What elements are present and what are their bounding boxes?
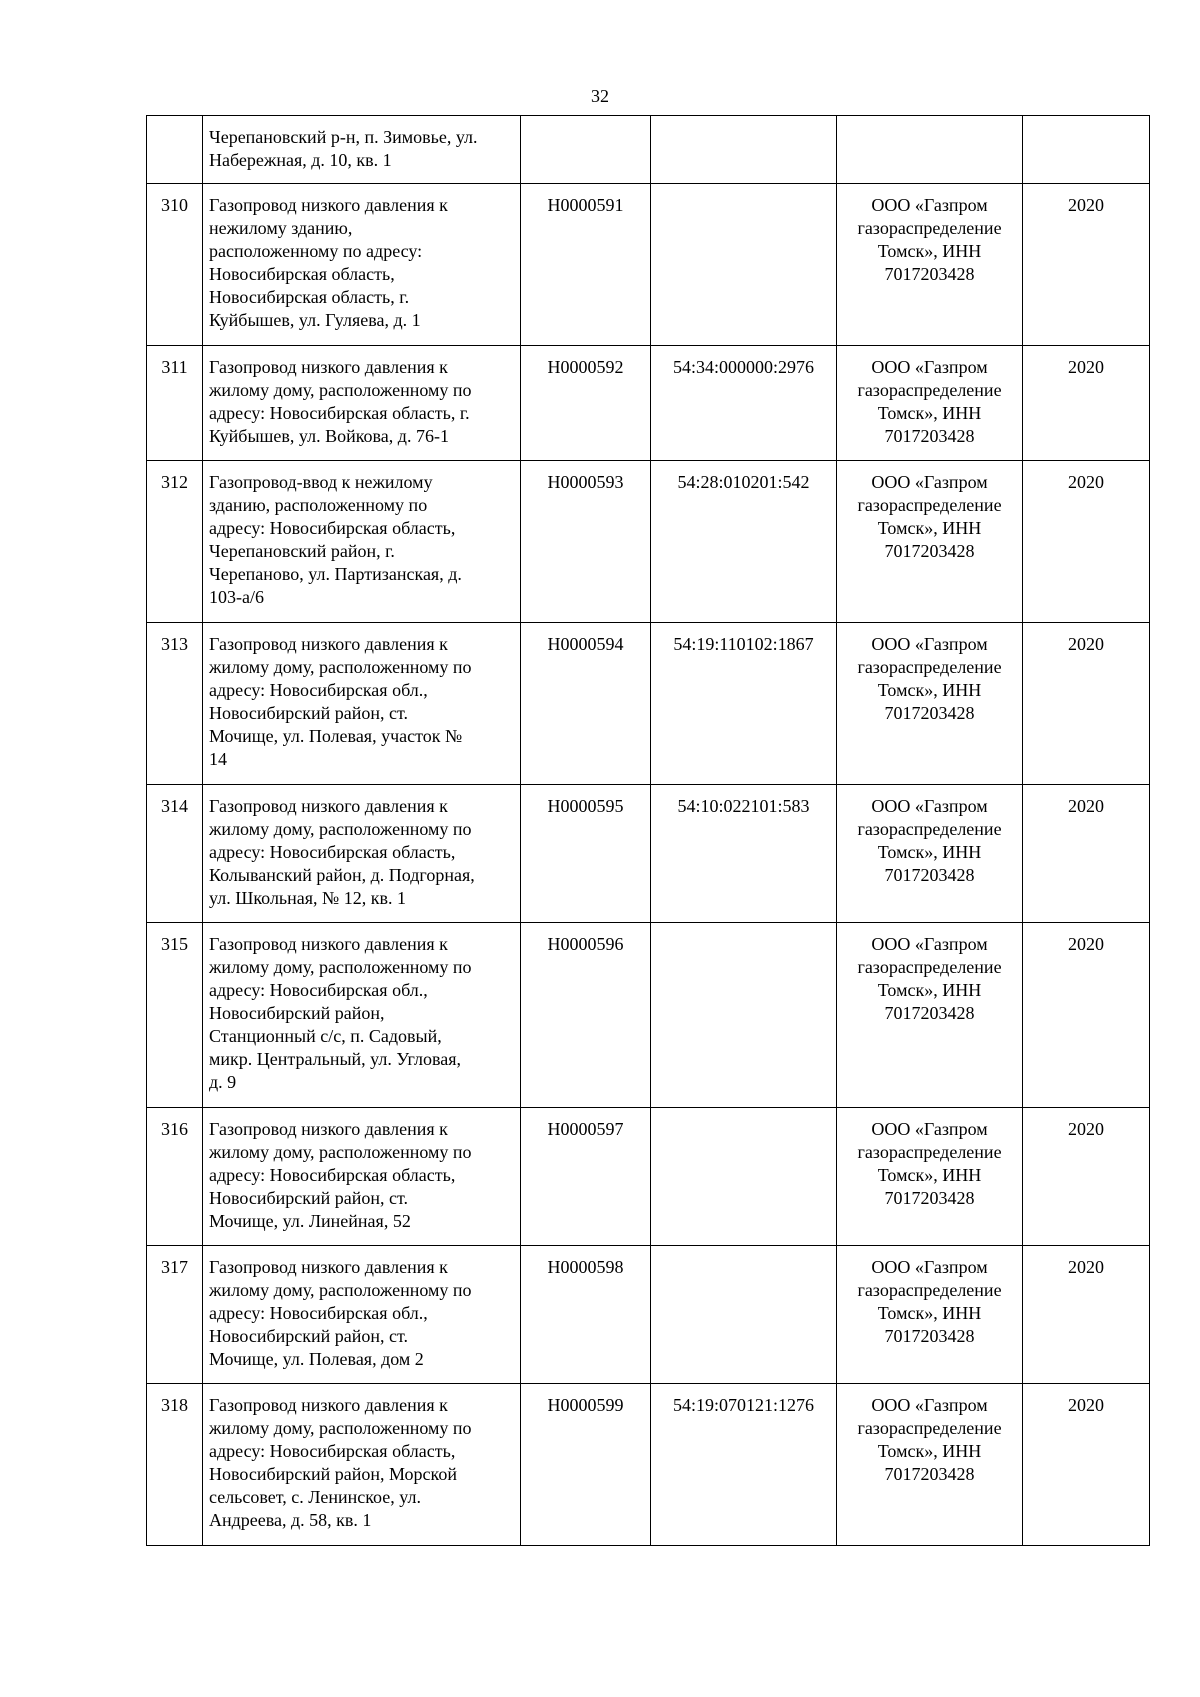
row-number: 315 [161,934,188,954]
table-row [147,785,1150,923]
object-name-cell [203,1108,521,1246]
row-number: 316 [161,1119,188,1139]
inventory-number-cell [521,1384,651,1546]
cadastral-number: 54:34:000000:2976 [672,357,814,377]
object-name-cell [203,346,521,461]
year: 2020 [1068,1395,1104,1415]
row-number: 318 [161,1395,188,1415]
cadastral-number: 54:28:010201:542 [677,472,810,492]
organization: ООО «Газпром газораспределение Томск», ИНН 7017203428 [857,1257,1002,1346]
organization: ООО «Газпром газораспределение Томск», ИНН 7017203428 [857,796,1002,885]
year-cell [1023,1108,1150,1246]
row-number: 310 [161,195,188,215]
object-name-cell [203,623,521,785]
inventory-number-cell [521,785,651,923]
year-cell [1023,1246,1150,1384]
object-name: Газопровод низкого давления к жилому дому, расположенному по адресу: Новосибирская область, Новосибирский район, Морской сельсовет, с. Ленинское, ул. Андреева, д. 58, кв. 1 [209,1395,472,1530]
year-cell [1023,623,1150,785]
year-cell [1023,184,1150,346]
cadastral-number-cell [651,346,837,461]
row-number-cell [147,184,203,346]
year: 2020 [1068,357,1104,377]
object-name: Газопровод-ввод к нежилому зданию, расположенному по адресу: Новосибирская область, Черепановский район, г. Черепаново, ул. Партизанская, д. 103-а/6 [209,472,462,607]
inventory-number-cell [521,1246,651,1384]
object-name-cell [203,184,521,346]
object-name: Газопровод низкого давления к нежилому зданию, расположенному по адресу: Новосибирская область, Новосибирская область, г. Куйбышев, ул. Гуляева, д. 1 [209,195,448,330]
organization-cell [837,1246,1023,1384]
page-number: 32 [591,86,609,106]
row-number-cell [147,1108,203,1246]
organization: ООО «Газпром газораспределение Томск», ИНН 7017203428 [857,357,1002,446]
cadastral-number-cell [651,923,837,1108]
year-cell [1023,461,1150,623]
row-number-cell [147,116,203,184]
organization: ООО «Газпром газораспределение Томск», ИНН 7017203428 [857,1395,1002,1484]
table-row [147,623,1150,785]
inventory-number-cell [521,346,651,461]
object-name-cell [203,1246,521,1384]
organization-cell [837,461,1023,623]
year: 2020 [1068,1119,1104,1139]
table-row [147,1384,1150,1546]
row-number: 314 [161,796,188,816]
inventory-number-cell [521,1108,651,1246]
object-name: Газопровод низкого давления к жилому дому, расположенному по адресу: Новосибирская область, г. Куйбышев, ул. Войкова, д. 76-1 [209,357,472,446]
year-cell [1023,116,1150,184]
row-number: 313 [161,634,188,654]
year-cell [1023,1384,1150,1546]
object-name-cell [203,461,521,623]
table-row [147,346,1150,461]
object-name-cell [203,923,521,1108]
organization: ООО «Газпром газораспределение Томск», ИНН 7017203428 [857,634,1002,723]
inventory-number: Н0000593 [547,472,624,492]
object-name-cell [203,1384,521,1546]
row-number-cell [147,623,203,785]
object-name: Газопровод низкого давления к жилому дому, расположенному по адресу: Новосибирская обл., Новосибирский район, Станционный с/с, п. Садовый, микр. Центральный, ул. Угловая, д. 9 [209,934,472,1092]
inventory-number: Н0000591 [547,195,624,215]
year: 2020 [1068,634,1104,654]
row-number-cell [147,1384,203,1546]
organization-cell [837,785,1023,923]
table-row [147,116,1150,184]
inventory-number: Н0000598 [547,1257,624,1277]
table-row [147,1246,1150,1384]
cadastral-number: 54:10:022101:583 [677,796,810,816]
table-row [147,923,1150,1108]
year: 2020 [1068,472,1104,492]
year: 2020 [1068,934,1104,954]
year: 2020 [1068,195,1104,215]
registry-table [146,115,1150,1546]
object-name: Газопровод низкого давления к жилому дому, расположенному по адресу: Новосибирская область, Колыванский район, д. Подгорная, ул. Школьная, № 12, кв. 1 [209,796,475,908]
organization: ООО «Газпром газораспределение Томск», ИНН 7017203428 [857,472,1002,561]
year-cell [1023,923,1150,1108]
inventory-number: Н0000595 [547,796,624,816]
row-number-cell [147,346,203,461]
table-row [147,1108,1150,1246]
object-name-cell [203,785,521,923]
table-row [147,461,1150,623]
inventory-number: Н0000594 [547,634,624,654]
cadastral-number: 54:19:070121:1276 [672,1395,814,1415]
cadastral-number-cell [651,461,837,623]
organization-cell [837,1384,1023,1546]
object-name: Черепановский р-н, п. Зимовье, ул. Набережная, д. 10, кв. 1 [209,127,478,170]
row-number: 317 [161,1257,188,1277]
year: 2020 [1068,1257,1104,1277]
inventory-number-cell [521,461,651,623]
inventory-number-cell [521,923,651,1108]
table-row [147,184,1150,346]
cadastral-number-cell [651,1246,837,1384]
year: 2020 [1068,796,1104,816]
row-number-cell [147,461,203,623]
cadastral-number-cell [651,785,837,923]
row-number: 311 [161,357,188,377]
row-number-cell [147,1246,203,1384]
organization: ООО «Газпром газораспределение Томск», ИНН 7017203428 [857,934,1002,1023]
organization-cell [837,184,1023,346]
organization-cell [837,346,1023,461]
row-number-cell [147,785,203,923]
cadastral-number-cell [651,184,837,346]
cadastral-number-cell [651,1108,837,1246]
organization-cell [837,923,1023,1108]
year-cell [1023,346,1150,461]
inventory-number: Н0000599 [547,1395,624,1415]
row-number: 312 [161,472,188,492]
inventory-number-cell [521,623,651,785]
organization: ООО «Газпром газораспределение Томск», ИНН 7017203428 [857,195,1002,284]
object-name: Газопровод низкого давления к жилому дому, расположенному по адресу: Новосибирская обл., Новосибирский район, ст. Мочище, ул. Полевая, дом 2 [209,1257,472,1369]
object-name-cell [203,116,521,184]
inventory-number-cell [521,116,651,184]
cadastral-number-cell [651,623,837,785]
inventory-number: Н0000592 [547,357,624,377]
cadastral-number: 54:19:110102:1867 [673,634,814,654]
cadastral-number-cell [651,1384,837,1546]
year-cell [1023,785,1150,923]
inventory-number-cell [521,184,651,346]
row-number-cell [147,923,203,1108]
organization-cell [837,116,1023,184]
inventory-number: Н0000597 [547,1119,624,1139]
inventory-number: Н0000596 [547,934,624,954]
organization: ООО «Газпром газораспределение Томск», ИНН 7017203428 [857,1119,1002,1208]
cadastral-number-cell [651,116,837,184]
object-name: Газопровод низкого давления к жилому дому, расположенному по адресу: Новосибирская область, Новосибирский район, ст. Мочище, ул. Линейная, 52 [209,1119,472,1231]
organization-cell [837,1108,1023,1246]
organization-cell [837,623,1023,785]
object-name: Газопровод низкого давления к жилому дому, расположенному по адресу: Новосибирская обл., Новосибирский район, ст. Мочище, ул. Полевая, участок № 14 [209,634,472,769]
